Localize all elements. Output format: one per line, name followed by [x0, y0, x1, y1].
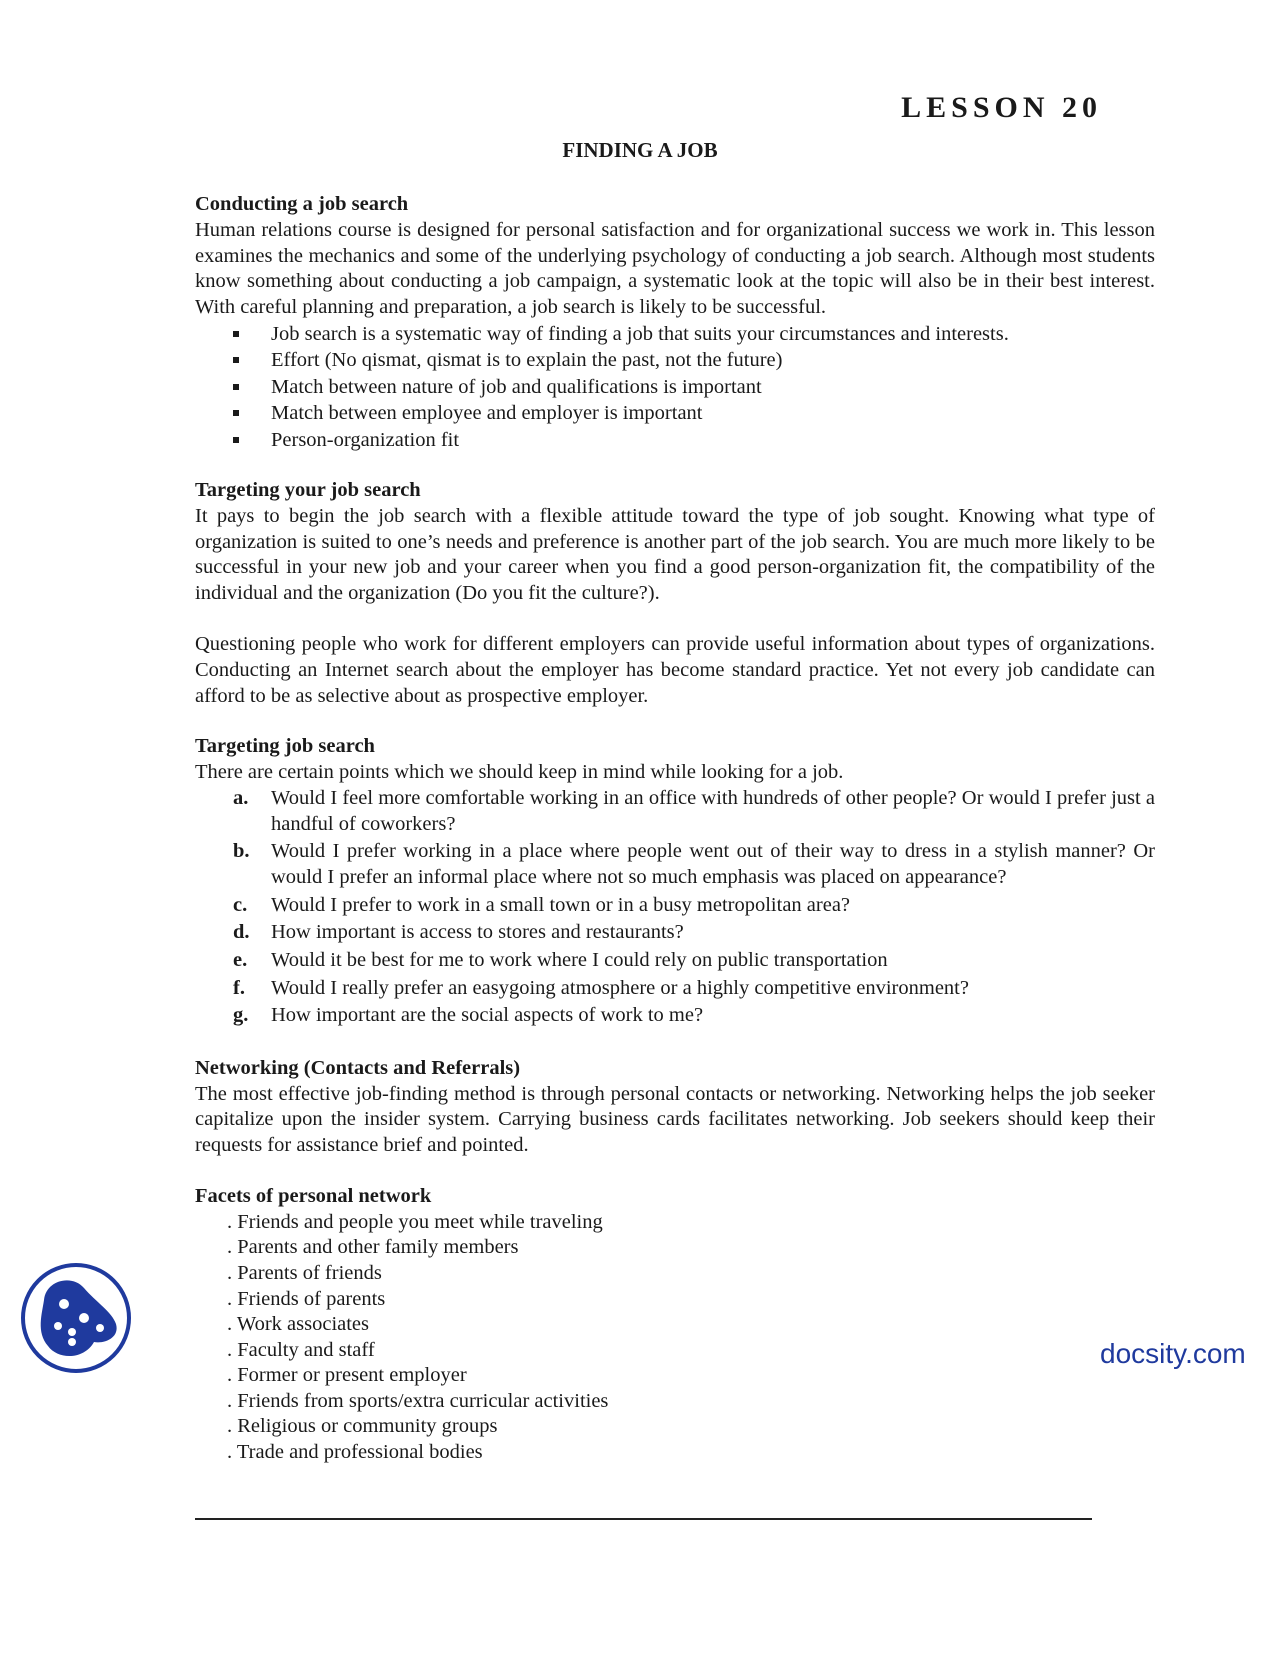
network-list [195, 1210, 1155, 1466]
footer-rule [195, 1518, 1092, 1520]
section-targeting-job-search [195, 734, 1155, 1029]
item-text: Would I prefer working in a place where people went out of their way to dress in a stylish manner? Or would I prefer an informal place where not so much emphasis was placed on appearance? [271, 840, 1155, 889]
item-letter: f. [233, 976, 245, 999]
section-heading: Facets of personal network [195, 1184, 432, 1207]
item-text: How important are the social aspects of work to me? [271, 1004, 704, 1027]
item-text: How important is access to stores and restaurants? [271, 921, 684, 944]
section-heading: Conducting a job search [195, 193, 409, 215]
section-paragraph: The most effective job-finding method is through personal contacts or networking. Networking helps the job seeker capitalize upon the insider system. Carrying business cards facilitates networking. Job seekers should keep their requests for assistance brief and pointed. [195, 1082, 1155, 1157]
list-item [233, 920, 1155, 946]
bullet-item: Match between employee and employer is important [233, 400, 1155, 426]
item-letter: b. [233, 840, 250, 863]
list-item [233, 1003, 1155, 1029]
item-letter: a. [233, 786, 249, 809]
section-paragraph: It pays to begin the job search with a flexible attitude toward the type of job sought. Knowing what type of organization is suited to one’s needs and preference is another part of the job search. You are much more likely to be successful in your new job and your career when you find a good person-organization fit, the compatibility of the individual and the organization (Do you fit the culture?). [195, 504, 1155, 605]
bullet-item: Job search is a systematic way of finding a job that suits your circumstances and interests. [233, 321, 1155, 347]
item-text: Would I feel more comfortable working in an office with hundreds of other people? Or would I prefer just a handful of coworkers? [271, 786, 1155, 835]
list-item [233, 948, 1155, 974]
list-item: . Parents of friends [227, 1261, 382, 1284]
list-item: . Friends and people you meet while traveling [227, 1210, 603, 1233]
item-text: Would I really prefer an easygoing atmosphere or a highly competitive environment? [271, 976, 969, 999]
item-text: Would it be best for me to work where I could rely on public transportation [271, 948, 888, 971]
list-item: . Former or present employer [227, 1364, 467, 1387]
docsity-watermark-link[interactable]: docsity.com [1100, 1338, 1246, 1369]
page-title: FINDING A JOB [562, 138, 718, 162]
list-item [233, 893, 1155, 919]
item-letter: d. [233, 921, 250, 944]
section-heading: Targeting your job search [195, 479, 421, 502]
item-letter: g. [233, 1004, 249, 1027]
docsity-logo-icon[interactable] [20, 1262, 132, 1374]
section-facets-personal-network [195, 1184, 1155, 1466]
list-item: . Trade and professional bodies [227, 1441, 483, 1464]
list-item: . Friends from sports/extra curricular activities [227, 1389, 609, 1412]
list-item: . Parents and other family members [227, 1236, 519, 1259]
section-intro: There are certain points which we should keep in mind while looking for a job. [195, 761, 844, 784]
list-item [233, 839, 1155, 891]
section-conducting-job-search [195, 192, 1155, 453]
list-item [233, 786, 1155, 838]
section-paragraph: Human relations course is designed for personal satisfaction and for organizational success we work in. This lesson examines the mechanics and some of the underlying psychology of conducting a job search. Although most students know something about conducting a job campaign, a systematic look at the topic will also be in their best interest. With careful planning and preparation, a job search is likely to be successful. [195, 218, 1155, 319]
section-heading: Targeting job search [195, 735, 375, 758]
bullet-item: Effort (No qismat, qismat is to explain the past, not the future) [233, 347, 1155, 373]
lettered-list [195, 786, 1155, 1029]
document-body [195, 192, 1155, 1466]
bullet-item: Person-organization fit [233, 427, 1155, 453]
lesson-header: LESSON 20 [901, 91, 1102, 124]
list-item: . Faculty and staff [227, 1338, 375, 1361]
item-text: Would I prefer to work in a small town or in a busy metropolitan area? [271, 893, 851, 916]
list-item [233, 976, 1155, 1002]
item-letter: c. [233, 893, 248, 916]
item-letter: e. [233, 948, 248, 971]
section-paragraph: Questioning people who work for different employers can provide useful information about types of organizations. Conducting an Internet search about the employer has become standard practice. Yet not every job candidate can afford to be as selective about as prospective employer. [195, 633, 1155, 707]
bullet-list [195, 321, 1155, 453]
list-item: . Friends of parents [227, 1287, 386, 1310]
section-targeting-your-job-search [195, 478, 1155, 709]
section-networking [195, 1056, 1155, 1159]
bullet-item: Match between nature of job and qualifications is important [233, 374, 1155, 400]
list-item: . Religious or community groups [227, 1415, 498, 1438]
section-heading: Networking (Contacts and Referrals) [195, 1056, 521, 1079]
list-item: . Work associates [227, 1313, 370, 1336]
